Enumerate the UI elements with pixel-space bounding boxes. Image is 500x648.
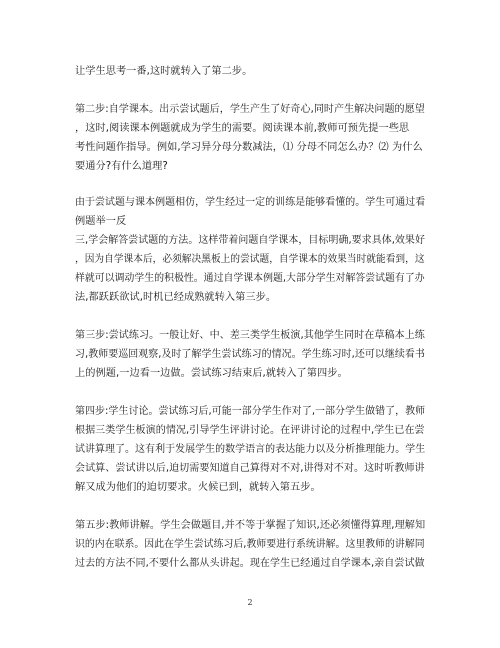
- paragraph-line: 第五步:教师讲解。学生会做题目,并不等于掌握了知识,还必须懂得算理,理解知: [75, 520, 426, 531]
- paragraph-line: 由于尝试题与课本例题相仿，学生经过一定的训练是能够看懂的。学生可通过看: [75, 197, 426, 208]
- paragraph-line: 根据三类学生板演的情况,引导学生评讲讨论。在评讲讨论的过程中,学生已在尝: [75, 425, 425, 436]
- paragraph-line: 考性问题作指导。例如,学习异分母分数减法，⑴ 分母不同怎么办？⑵ 为什么: [75, 142, 423, 153]
- paragraph-line: 例题举一反: [75, 216, 127, 227]
- paragraph-line: 三,学会解答尝试题的方法。这样带着问题自学课本，目标明确,要求具体,效果好: [75, 235, 425, 246]
- page-number: 2: [247, 598, 253, 607]
- paragraph-line: 上的例题,一边看一边做。尝试练习结束后,就转入了第四步。: [75, 368, 348, 379]
- paragraph-line: 习,教师要巡回观察,及时了解学生尝试练习的情况。学生练习时,还可以继续看书: [75, 349, 425, 360]
- paragraph-line: ，因为自学课本后，必须解决黑板上的尝试题，自学课本的效果当时就能看到，这: [75, 254, 425, 265]
- paragraph-line: 过去的方法不同,不要什么都从头讲起。现在学生已经通过自学课本,亲自尝试做: [75, 558, 425, 569]
- paragraph-line: 第四步:学生讨论。尝试练习后,可能一部分学生作对了,一部分学生做错了，教师: [75, 406, 426, 417]
- paragraph-line: 第二步:自学课本。出示尝试题后，学生产生了好奇心,同时产生解决问题的愿望: [75, 104, 425, 115]
- paragraph-line: 样就可以调动学生的积极性。通过自学课本例题,大部分学生对解答尝试题有了办: [75, 273, 425, 284]
- paragraph-line: 会试算、尝试讲以后,迫切需要知道自己算得对不对,讲得对不对。这时听教师讲: [75, 463, 425, 474]
- paragraph-line: ，这时,阅读课本例题就成为学生的需要。阅读课本前,教师可预先提一些思: [75, 123, 410, 134]
- paragraph-line: 识的内在联系。因此在学生尝试练习后,教师要进行系统讲解。这里教师的讲解同: [75, 539, 425, 550]
- paragraph-line: 解又成为他们的迫切要求。火候已到，就转入第五步。: [75, 482, 321, 493]
- paragraph-line: 试讲算理了。这有利于发展学生的数学语言的表达能力以及分析推理能力。学生: [75, 444, 426, 455]
- paragraph-line: 法,都跃跃欲试,时机已经成熟就转入第三步。: [75, 292, 277, 303]
- paragraph-line: 第三步:尝试练习。一般让好、中、差三类学生板演,其他学生同时在草稿本上练: [75, 330, 425, 341]
- paragraph-line: 要通分?有什么道理?: [75, 161, 168, 172]
- paragraph-line: 让学生思考一番,这时就转入了第二步。: [75, 66, 253, 77]
